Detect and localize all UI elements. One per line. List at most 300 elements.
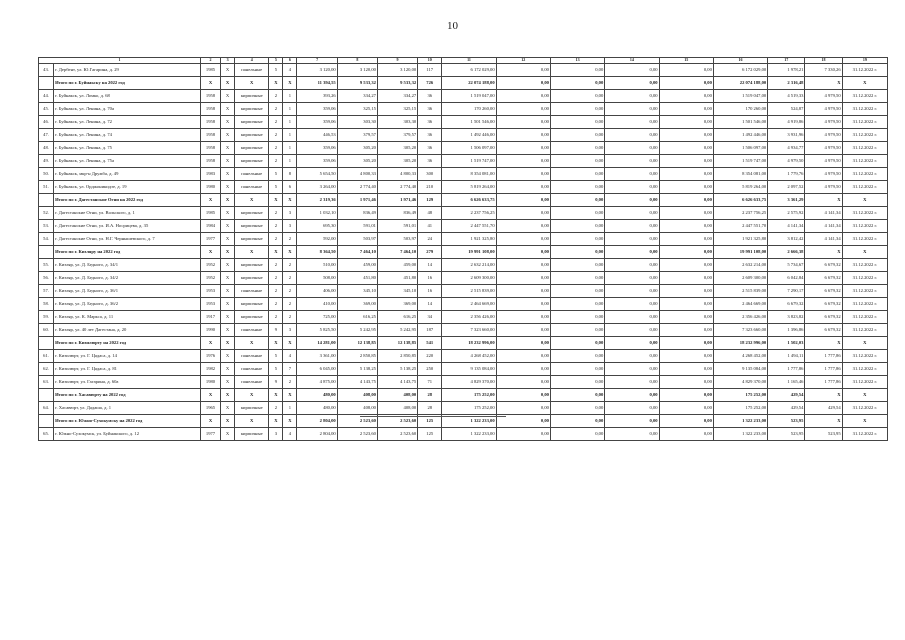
table-cell: 1 502,03: [768, 337, 805, 350]
table-cell: 1 978,21: [768, 64, 805, 77]
table-cell: 524,87: [768, 103, 805, 116]
table-cell: 1 322 233,00: [713, 415, 767, 428]
column-number: 9: [377, 58, 417, 64]
table-cell: 4 141,34: [768, 220, 805, 233]
table-cell: 305,20: [337, 142, 377, 155]
table-cell: 18 232 996,00: [442, 337, 496, 350]
table-cell: X: [221, 181, 235, 194]
table-row: [39, 285, 888, 298]
table-cell: 1 492 446,00: [442, 129, 496, 142]
table-cell: 14: [418, 259, 442, 272]
table-cell: 0,00: [496, 376, 550, 389]
table-cell: X: [221, 142, 235, 155]
table-cell: [39, 77, 54, 90]
table-cell: 2: [269, 285, 283, 298]
table-cell: 0,00: [496, 90, 550, 103]
table-cell: 459,00: [337, 259, 377, 272]
table-cell: 9 533,32: [377, 77, 417, 90]
address-cell: Итого по г. Хасавюрту на 2022 год: [54, 389, 201, 402]
table-cell: 125: [418, 415, 442, 428]
table-cell: 0,00: [605, 220, 659, 233]
table-cell: 0,00: [605, 194, 659, 207]
table-cell: 2 666,38: [768, 246, 805, 259]
table-cell: 5 734,67: [768, 259, 805, 272]
table-cell: 43.: [39, 64, 54, 77]
table-cell: 0,00: [550, 389, 604, 402]
table-cell: X: [805, 246, 842, 259]
address-cell: г. Хасавюрт, ул. Дадаша, д. 1: [54, 402, 201, 415]
table-cell: 0,00: [550, 64, 604, 77]
table-cell: 6 172 029,00: [442, 64, 496, 77]
table-cell: 0,00: [605, 64, 659, 77]
table-cell: 3 361,00: [297, 350, 337, 363]
table-cell: X: [200, 337, 220, 350]
table-cell: 1 322 233,00: [442, 428, 496, 441]
column-number: 1: [39, 58, 201, 64]
table-cell: 0,00: [659, 259, 713, 272]
table-cell: 0,00: [550, 194, 604, 207]
table-cell: 0,00: [605, 311, 659, 324]
table-cell: 210: [418, 181, 442, 194]
table-cell: 1 322 233,00: [442, 415, 496, 428]
table-cell: X: [235, 194, 269, 207]
table-cell: 34: [418, 311, 442, 324]
table-cell: 0,00: [659, 389, 713, 402]
table-cell: 0,00: [496, 363, 550, 376]
column-number: 4: [235, 58, 269, 64]
table-cell: 592,00: [297, 233, 337, 246]
table-cell: X: [221, 116, 235, 129]
table-cell: кирпичные: [235, 220, 269, 233]
table-cell: X: [235, 415, 269, 428]
table-cell: [39, 246, 54, 259]
table-cell: 5: [269, 363, 283, 376]
table-cell: X: [221, 103, 235, 116]
table-cell: 31.12.2022 г.: [842, 402, 887, 415]
table-cell: 1982: [200, 363, 220, 376]
table-cell: 2: [269, 298, 283, 311]
table-cell: 2: [283, 311, 297, 324]
table-cell: 6 172 029,00: [713, 64, 767, 77]
address-cell: г. Дербент, ул. Ю.Гагарина, д. 29: [54, 64, 201, 77]
table-cell: 0,00: [659, 298, 713, 311]
table-cell: 2 523,60: [337, 415, 377, 428]
table-cell: кирпичные: [235, 129, 269, 142]
column-number: 12: [496, 58, 550, 64]
table-cell: 4 979,50: [805, 155, 842, 168]
table-cell: X: [221, 233, 235, 246]
table-row: [39, 207, 888, 220]
housing-repair-table: [38, 57, 888, 441]
address-cell: Итого по г. Кизилюрту на 2022 год: [54, 337, 201, 350]
table-cell: 0,00: [659, 337, 713, 350]
table-cell: панельные: [235, 350, 269, 363]
table-cell: X: [221, 194, 235, 207]
table-cell: 2 632 214,00: [713, 259, 767, 272]
table-cell: 0,00: [496, 233, 550, 246]
table-cell: 2 356 426,00: [713, 311, 767, 324]
table-cell: 1 777,86: [805, 363, 842, 376]
column-number: 3: [221, 58, 235, 64]
table-cell: 1: [283, 116, 297, 129]
table-cell: 19 991 108,00: [442, 246, 496, 259]
table-cell: 0,00: [550, 259, 604, 272]
table-cell: 0,00: [659, 350, 713, 363]
table-cell: 9 135 084,00: [713, 363, 767, 376]
address-cell: г. Кизляр, ул. К. Маркса, д. 11: [54, 311, 201, 324]
table-cell: 0,00: [605, 181, 659, 194]
table-cell: 1985: [200, 207, 220, 220]
table-cell: X: [805, 389, 842, 402]
table-cell: 2: [269, 311, 283, 324]
table-cell: 0,00: [496, 181, 550, 194]
table-row: [39, 324, 888, 337]
table-cell: 451,80: [377, 272, 417, 285]
table-cell: 510,00: [297, 259, 337, 272]
table-cell: 12 138,85: [377, 337, 417, 350]
table-cell: 6: [283, 181, 297, 194]
table-cell: 2 356 426,00: [442, 311, 496, 324]
table-cell: 1 165,46: [768, 376, 805, 389]
table-cell: 1 506 097,00: [442, 142, 496, 155]
table-cell: 1977: [200, 233, 220, 246]
table-cell: 1953: [200, 298, 220, 311]
table-cell: кирпичные: [235, 259, 269, 272]
table-cell: 0,00: [659, 402, 713, 415]
table-cell: 36: [418, 103, 442, 116]
table-cell: X: [269, 337, 283, 350]
table-cell: 7: [283, 363, 297, 376]
table-cell: 62.: [39, 363, 54, 376]
table-cell: 36: [418, 155, 442, 168]
table-cell: X: [235, 246, 269, 259]
table-cell: 22 074 188,00: [713, 77, 767, 90]
table-cell: 220: [418, 350, 442, 363]
table-cell: 1 971,46: [377, 194, 417, 207]
table-cell: 175 252,00: [442, 402, 496, 415]
table-cell: 1: [283, 129, 297, 142]
table-cell: 0,00: [550, 350, 604, 363]
table-cell: 429,54: [768, 389, 805, 402]
table-cell: X: [221, 129, 235, 142]
table-cell: 591,01: [377, 220, 417, 233]
table-cell: 4 979,50: [805, 142, 842, 155]
table-cell: X: [269, 77, 283, 90]
table-cell: 0,00: [550, 220, 604, 233]
table-cell: 359,06: [297, 142, 337, 155]
table-cell: 0,00: [659, 207, 713, 220]
table-cell: 2: [269, 272, 283, 285]
table-cell: 0,00: [659, 376, 713, 389]
table-cell: 65.: [39, 428, 54, 441]
table-cell: 0,00: [496, 246, 550, 259]
table-cell: 31.12.2022 г.: [842, 311, 887, 324]
table-cell: 6 679,32: [805, 298, 842, 311]
table-cell: 0,00: [550, 311, 604, 324]
table-cell: X: [283, 389, 297, 402]
table-cell: 61.: [39, 350, 54, 363]
table-cell: 4 800,33: [337, 168, 377, 181]
table-cell: 6 679,32: [805, 285, 842, 298]
table-cell: 0,00: [550, 90, 604, 103]
table-cell: 0,00: [550, 142, 604, 155]
address-cell: г. Кизляр, ул. Д. Бедного, д. 34/1: [54, 259, 201, 272]
column-number: 18: [805, 58, 842, 64]
table-cell: 0,00: [659, 285, 713, 298]
table-cell: X: [221, 376, 235, 389]
table-cell: 2: [269, 142, 283, 155]
table-cell: 0,00: [605, 402, 659, 415]
table-cell: 2 515 839,00: [442, 285, 496, 298]
table-cell: 0,00: [496, 194, 550, 207]
table-cell: кирпичные: [235, 90, 269, 103]
table-cell: X: [842, 389, 887, 402]
table-cell: 1: [283, 402, 297, 415]
table-cell: 0,00: [605, 246, 659, 259]
table-cell: 0,00: [550, 77, 604, 90]
table-cell: 31.12.2022 г.: [842, 233, 887, 246]
table-cell: 5 138,25: [377, 363, 417, 376]
table-cell: 4 979,50: [805, 168, 842, 181]
table-cell: кирпичные: [235, 207, 269, 220]
table-cell: X: [221, 428, 235, 441]
table-row: [39, 259, 888, 272]
table-cell: X: [221, 168, 235, 181]
table-cell: 0,00: [659, 64, 713, 77]
column-number: 7: [297, 58, 337, 64]
table-cell: 334,27: [377, 90, 417, 103]
table-cell: 51.: [39, 181, 54, 194]
table-cell: 31.12.2022 г.: [842, 142, 887, 155]
table-cell: 0,00: [659, 129, 713, 142]
table-cell: 0,00: [496, 350, 550, 363]
table-cell: панельные: [235, 376, 269, 389]
address-cell: г. Буйнакск, ул. Ломко, д. 68: [54, 90, 201, 103]
table-cell: 6 679,32: [805, 324, 842, 337]
table-cell: кирпичные: [235, 298, 269, 311]
column-number: 16: [713, 58, 767, 64]
table-cell: X: [221, 337, 235, 350]
table-cell: 8 354 081,00: [442, 168, 496, 181]
table-cell: 0,00: [659, 181, 713, 194]
table-cell: X: [221, 246, 235, 259]
table-cell: X: [221, 389, 235, 402]
table-cell: X: [221, 415, 235, 428]
table-cell: 305,20: [377, 155, 417, 168]
table-cell: 0,00: [659, 415, 713, 428]
table-cell: 359,06: [297, 155, 337, 168]
table-cell: [39, 194, 54, 207]
column-number: 19: [842, 58, 887, 64]
table-cell: 16: [418, 285, 442, 298]
table-cell: 3: [283, 324, 297, 337]
table-cell: 9: [269, 376, 283, 389]
table-cell: 170 260,00: [713, 103, 767, 116]
table-cell: 279: [418, 246, 442, 259]
table-cell: X: [221, 207, 235, 220]
table-cell: 3 931,96: [768, 129, 805, 142]
column-number: 8: [337, 58, 377, 64]
table-cell: 0,00: [605, 285, 659, 298]
table-cell: 523,95: [805, 428, 842, 441]
table-cell: X: [283, 77, 297, 90]
table-cell: 3: [283, 207, 297, 220]
table-cell: 0,00: [605, 389, 659, 402]
table-cell: 4 829 370,00: [713, 376, 767, 389]
address-cell: г. Буйнакск, ул. Ленина, д. 70а: [54, 103, 201, 116]
table-cell: 53.: [39, 220, 54, 233]
table-cell: 0,00: [496, 389, 550, 402]
table-cell: 1 396,86: [768, 324, 805, 337]
address-cell: г. Южно-Сухокумск, ул. Буйнакского, д. 12: [54, 428, 201, 441]
table-cell: X: [221, 155, 235, 168]
address-cell: г. Буйнакск, ул. Ленина, д. 72: [54, 116, 201, 129]
table-cell: 1 779,76: [768, 168, 805, 181]
table-cell: 2 319,36: [297, 194, 337, 207]
page-number: 10: [447, 20, 458, 32]
table-cell: 0,00: [659, 233, 713, 246]
table-cell: 408,00: [377, 402, 417, 415]
table-cell: X: [842, 194, 887, 207]
table-cell: X: [221, 363, 235, 376]
table-cell: 0,00: [550, 207, 604, 220]
address-cell: Итого по г. Южно-Сухокумску на 2022 год: [54, 415, 201, 428]
table-cell: 59.: [39, 311, 54, 324]
table-row: [39, 181, 888, 194]
table-cell: 2 097,52: [768, 181, 805, 194]
table-cell: 60.: [39, 324, 54, 337]
table-cell: 5 138,25: [337, 363, 377, 376]
table-cell: 0,00: [496, 168, 550, 181]
table-cell: 0,00: [605, 116, 659, 129]
table-cell: 2 774,40: [377, 181, 417, 194]
table-cell: X: [221, 285, 235, 298]
table-cell: X: [842, 77, 887, 90]
table-cell: 300: [418, 168, 442, 181]
table-cell: X: [235, 389, 269, 402]
table-cell: 31.12.2022 г.: [842, 376, 887, 389]
table-cell: 408,00: [377, 389, 417, 402]
table-cell: панельные: [235, 324, 269, 337]
table-cell: 5: [269, 350, 283, 363]
table-cell: 1 921 325,80: [713, 233, 767, 246]
table-cell: кирпичные: [235, 311, 269, 324]
table-cell: 31.12.2022 г.: [842, 350, 887, 363]
table-cell: 0,00: [496, 428, 550, 441]
table-cell: 71: [418, 376, 442, 389]
table-cell: 0,00: [496, 155, 550, 168]
table-cell: 508,00: [297, 272, 337, 285]
table-cell: 451,80: [337, 272, 377, 285]
table-row: [39, 428, 888, 441]
table-cell: 0,00: [550, 272, 604, 285]
table-cell: 3: [269, 428, 283, 441]
table-cell: 2 447 551,70: [713, 220, 767, 233]
table-cell: 4: [283, 64, 297, 77]
table-cell: 2 609 300,00: [442, 272, 496, 285]
column-number: 14: [605, 58, 659, 64]
table-cell: 11 394,55: [297, 77, 337, 90]
table-cell: 369,00: [377, 298, 417, 311]
table-cell: 7 464,10: [377, 246, 417, 259]
table-cell: 31.12.2022 г.: [842, 129, 887, 142]
table-cell: 325,15: [337, 103, 377, 116]
table-row: [39, 350, 888, 363]
table-cell: 18 232 996,00: [713, 337, 767, 350]
table-cell: 31.12.2022 г.: [842, 155, 887, 168]
table-cell: 56.: [39, 272, 54, 285]
table-cell: 64.: [39, 402, 54, 415]
table-cell: 5 819 264,00: [442, 181, 496, 194]
table-cell: 726: [418, 77, 442, 90]
address-cell: г. Буйнакск, ул. Орджоникидзе, д. 19: [54, 181, 201, 194]
table-cell: 54.: [39, 233, 54, 246]
table-cell: 4 143,75: [377, 376, 417, 389]
table-cell: 0,00: [605, 428, 659, 441]
table-cell: 429,54: [768, 402, 805, 415]
table-cell: 125: [418, 428, 442, 441]
table-cell: 0,00: [550, 129, 604, 142]
table-cell: 129: [418, 194, 442, 207]
table-cell: 2: [269, 90, 283, 103]
table-cell: 0,00: [550, 298, 604, 311]
table-cell: 334,27: [337, 90, 377, 103]
table-cell: X: [200, 77, 220, 90]
subtotal-row: [39, 194, 888, 207]
table-cell: 0,00: [605, 415, 659, 428]
table-cell: 2 316,48: [768, 77, 805, 90]
subtotal-row: [39, 246, 888, 259]
table-row: [39, 116, 888, 129]
table-cell: X: [235, 77, 269, 90]
table-cell: 2: [269, 402, 283, 415]
table-cell: 1: [283, 90, 297, 103]
table-cell: 3 120,00: [377, 64, 417, 77]
table-cell: 0,00: [659, 246, 713, 259]
table-cell: X: [269, 415, 283, 428]
table-cell: 0,00: [605, 142, 659, 155]
table-cell: 0,00: [496, 220, 550, 233]
table-cell: X: [283, 337, 297, 350]
table-cell: 2: [269, 259, 283, 272]
column-number: 5: [269, 58, 283, 64]
address-cell: г. Дагестанские Огни, ул. Вольского, д. 1: [54, 207, 201, 220]
table-cell: 9 533,32: [337, 77, 377, 90]
subtotal-row: [39, 77, 888, 90]
table-cell: 2 609 300,00: [713, 272, 767, 285]
table-cell: 0,00: [550, 376, 604, 389]
table-cell: 2 774,40: [337, 181, 377, 194]
table-cell: 0,00: [605, 90, 659, 103]
table-cell: 2 515 839,00: [713, 285, 767, 298]
table-cell: [39, 415, 54, 428]
table-row: [39, 298, 888, 311]
table-cell: 1 492 446,00: [713, 129, 767, 142]
table-cell: 6 626 633,75: [442, 194, 496, 207]
column-number: 15: [659, 58, 713, 64]
table-cell: 0,00: [659, 142, 713, 155]
table-cell: 345,10: [337, 285, 377, 298]
table-row: [39, 363, 888, 376]
table-cell: кирпичные: [235, 428, 269, 441]
table-cell: 305,20: [377, 142, 417, 155]
table-cell: 1917: [200, 311, 220, 324]
table-cell: 836,49: [377, 207, 417, 220]
table-cell: X: [805, 337, 842, 350]
table-cell: 0,00: [659, 272, 713, 285]
table-cell: 175 252,00: [442, 389, 496, 402]
table-cell: X: [221, 311, 235, 324]
